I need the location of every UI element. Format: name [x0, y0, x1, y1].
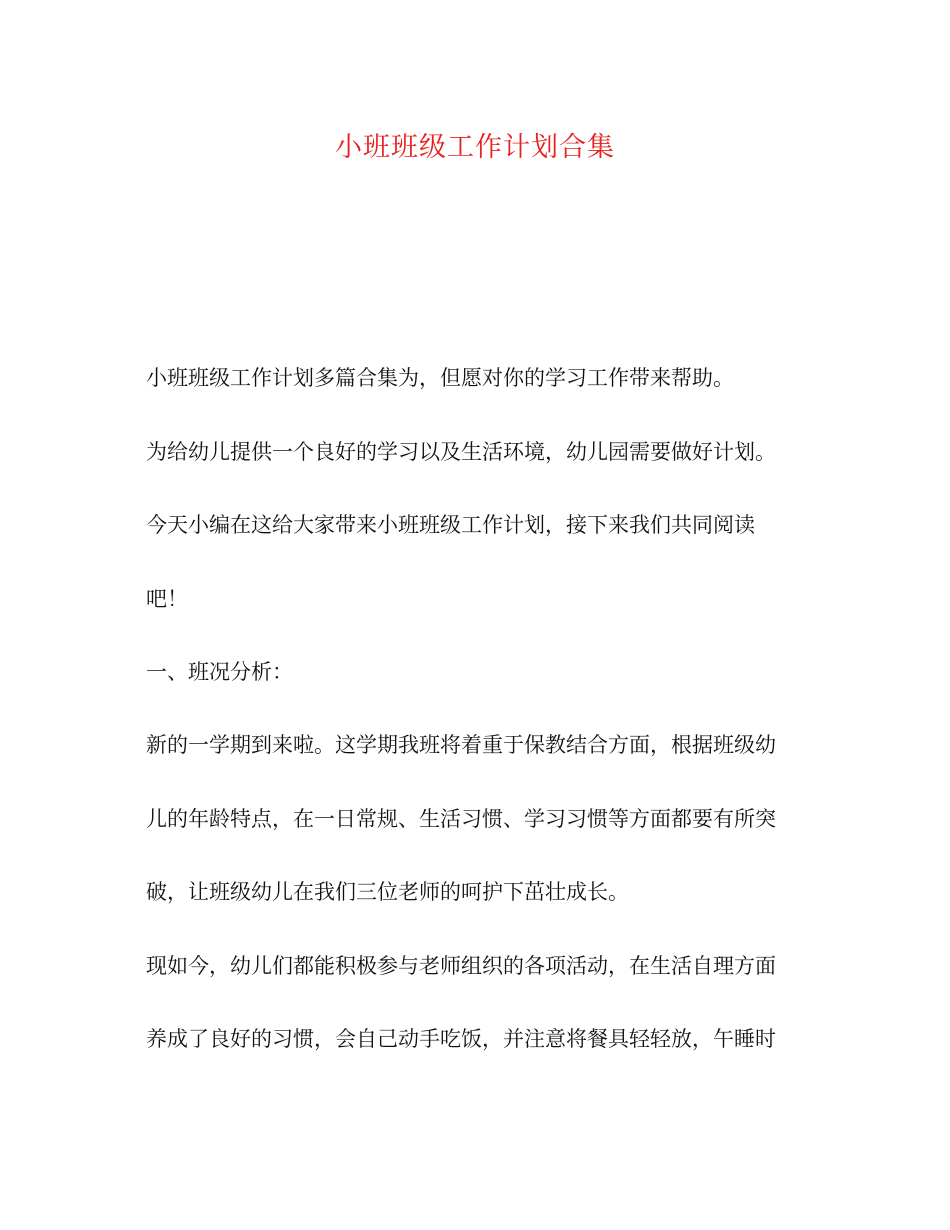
paragraph-line: 儿的年龄特点，在一日常规、生活习惯、学习习惯等方面都要有所突	[146, 807, 776, 831]
paragraph-line: 养成了良好的习惯，会自己动手吃饭，并注意将餐具轻轻放，午睡时	[146, 1027, 776, 1051]
paragraph-line: 为给幼儿提供一个良好的学习以及生活环境，幼儿园需要做好计划。	[146, 440, 776, 464]
paragraph-line: 今天小编在这给大家带来小班班级工作计划，接下来我们共同阅读	[146, 513, 755, 537]
paragraph-line: 现如今，幼儿们都能积极参与老师组织的各项活动，在生活自理方面	[146, 954, 776, 978]
paragraph-line: 小班班级工作计划多篇合集为，但愿对你的学习工作带来帮助。	[146, 366, 734, 390]
paragraph-line: 吧！	[146, 587, 188, 611]
paragraph-line: 新的一学期到来啦。这学期我班将着重于保教结合方面，根据班级幼	[146, 733, 776, 757]
document-title: 小班班级工作计划合集	[335, 132, 615, 163]
paragraph-line: 破，让班级幼儿在我们三位老师的呵护下茁壮成长。	[146, 880, 629, 904]
section-heading: 一、班况分析：	[146, 660, 293, 684]
